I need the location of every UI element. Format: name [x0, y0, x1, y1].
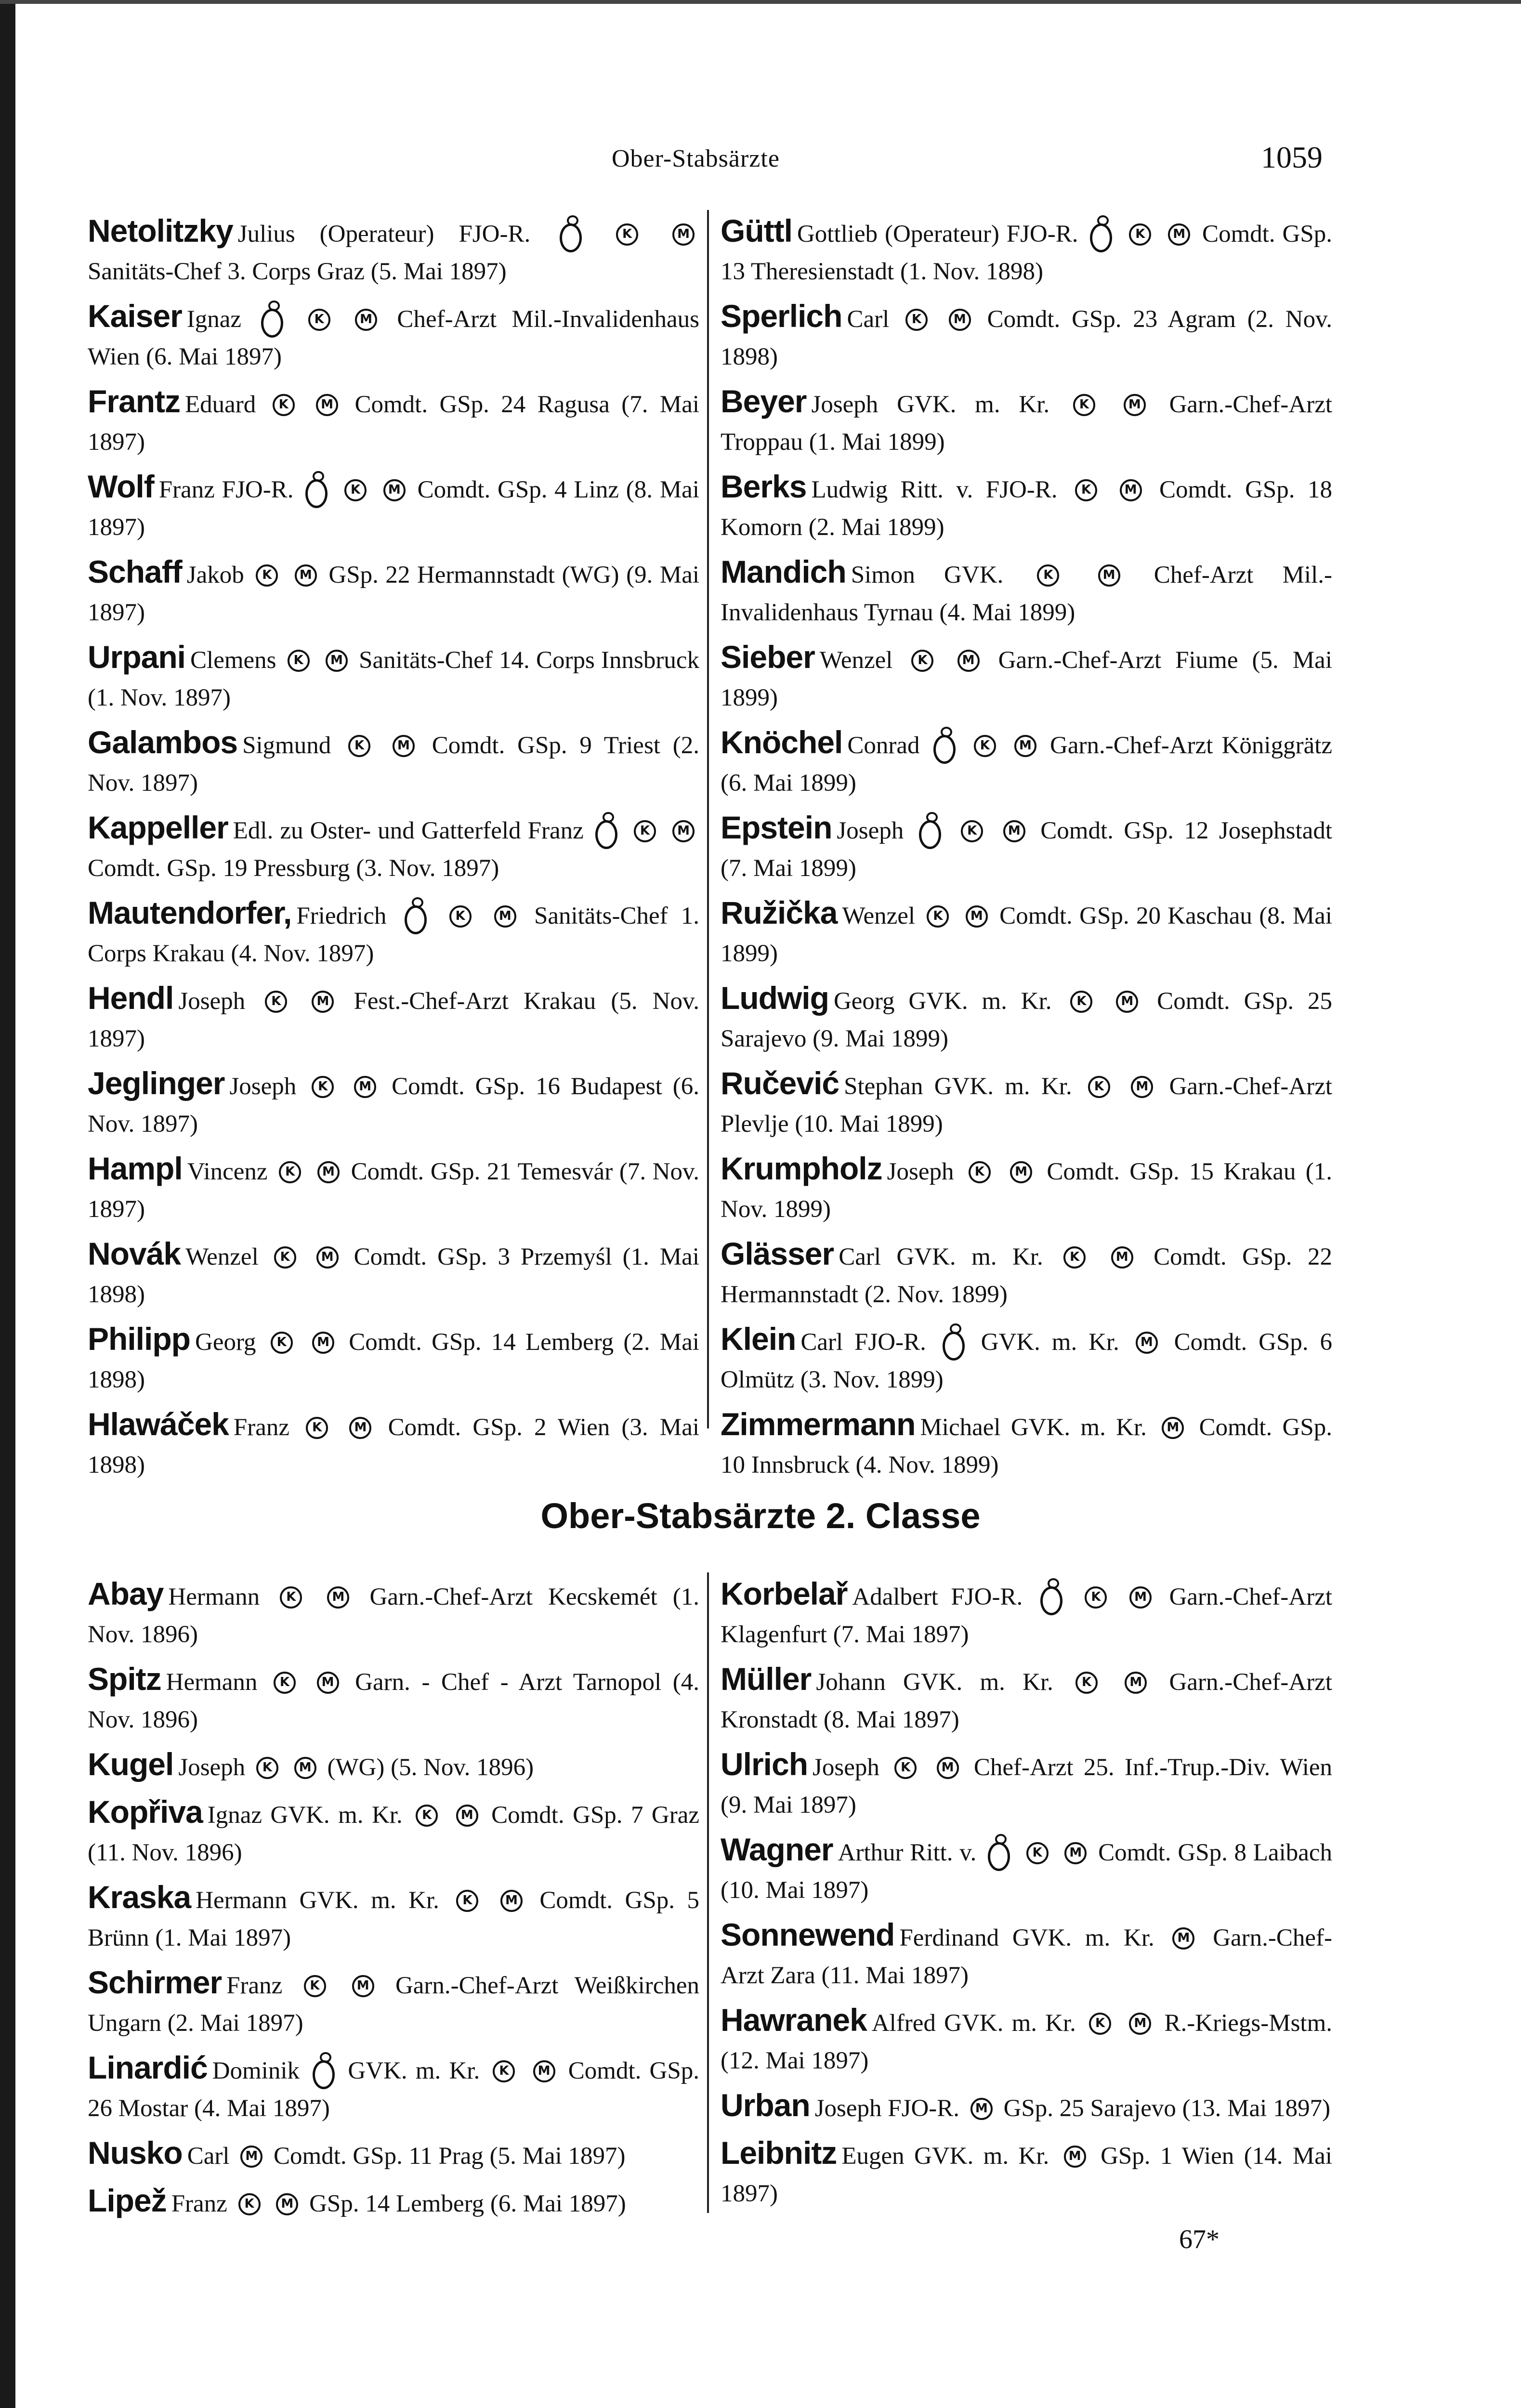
- m-medal-icon: [312, 991, 334, 1013]
- entry-details: Joseph K M Fest.-Chef-Arzt Krakau (5. Nov. 1897): [88, 988, 699, 1052]
- entry-surname: Hlawáček: [88, 1406, 229, 1442]
- m-medal-icon: [1064, 1842, 1087, 1864]
- entry-surname: Ručević: [721, 1065, 839, 1101]
- k-medal-icon: [265, 991, 287, 1013]
- k-medal-icon: [1070, 991, 1092, 1013]
- k-medal-icon: [416, 1805, 438, 1827]
- m-medal-icon: [312, 1332, 334, 1354]
- register-entry: [721, 894, 1332, 972]
- k-medal-icon: [1075, 1672, 1098, 1694]
- register-entry: [88, 212, 699, 290]
- register-entry: [88, 2049, 699, 2127]
- order-cross-icon: [405, 905, 427, 934]
- m-medal-icon: [1116, 991, 1138, 1013]
- order-cross-icon: [943, 1332, 965, 1361]
- column-rule: [707, 210, 709, 1428]
- m-medal-icon: [1111, 1246, 1133, 1269]
- k-medal-icon: [1088, 1076, 1110, 1098]
- m-medal-icon: [1064, 2146, 1086, 2168]
- entry-details: Franz K M GSp. 14 Lemberg (6. Mai 1897): [171, 2190, 626, 2217]
- page-number: 1059: [1261, 140, 1323, 174]
- m-medal-icon: [672, 820, 695, 842]
- k-medal-icon: [273, 394, 295, 416]
- register-entry: [88, 1963, 699, 2042]
- entry-surname: Linardić: [88, 2050, 208, 2085]
- entry-surname: Abay: [88, 1576, 164, 1611]
- m-medal-icon: [1120, 479, 1142, 501]
- k-medal-icon: [280, 1586, 302, 1609]
- m-medal-icon: [317, 1672, 339, 1694]
- m-medal-icon: [1014, 735, 1036, 757]
- m-medal-icon: [326, 650, 348, 672]
- m-medal-icon: [393, 735, 415, 757]
- m-medal-icon: [456, 1805, 478, 1827]
- register-entry: [721, 1660, 1332, 1739]
- entry-details: Joseph K M (WG) (5. Nov. 1896): [178, 1754, 534, 1781]
- order-cross-icon: [933, 735, 956, 764]
- m-medal-icon: [494, 905, 516, 928]
- k-medal-icon: [288, 650, 310, 672]
- m-medal-icon: [1129, 1586, 1152, 1609]
- entry-surname: Netolitzky: [88, 213, 233, 249]
- register-entry: [721, 2086, 1332, 2127]
- order-cross-icon: [595, 820, 617, 849]
- entry-details: Arthur Ritt. v. K M Comdt. GSp. 8 Laibach (10. Mai 1897): [721, 1839, 1332, 1904]
- entry-surname: Wolf: [88, 469, 154, 504]
- order-cross-icon: [988, 1842, 1010, 1871]
- k-medal-icon: [274, 1246, 296, 1269]
- entry-surname: Ludwig: [721, 980, 829, 1016]
- entry-details: Johann GVK. m. Kr. K M Garn.-Chef-Arzt Kronstadt (8. Mai 1897): [721, 1669, 1332, 1733]
- register-entry: [88, 1235, 699, 1313]
- entry-surname: Ulrich: [721, 1746, 808, 1782]
- m-medal-icon: [1131, 1076, 1153, 1098]
- entry-details: Joseph GVK. m. Kr. K M Garn.-Chef-Arzt Troppau (1. Mai 1899): [721, 391, 1332, 456]
- entry-details: Wenzel K M Comdt. GSp. 3 Przemyśl (1. Mai 1898): [88, 1243, 699, 1308]
- register-entry: [721, 1575, 1332, 1653]
- entry-surname: Novák: [88, 1236, 181, 1271]
- register-entry: [721, 2134, 1332, 2212]
- entry-surname: Epstein: [721, 810, 832, 845]
- k-medal-icon: [634, 820, 656, 842]
- entry-details: Gottlieb (Operateur) FJO-R. K M Comdt. GSp. 13 Theresienstadt (1. Nov. 1898): [721, 221, 1332, 285]
- m-medal-icon: [349, 1417, 371, 1439]
- k-medal-icon: [905, 309, 928, 331]
- entry-surname: Güttl: [721, 213, 792, 249]
- k-medal-icon: [974, 735, 996, 757]
- entry-surname: Jeglinger: [88, 1065, 225, 1101]
- m-medal-icon: [949, 309, 971, 331]
- entry-details: Conrad K M Garn.-Chef-Arzt Königgrätz (6. Mai 1899): [721, 732, 1332, 797]
- entry-details: Eduard K M Comdt. GSp. 24 Ragusa (7. Mai 1897): [88, 391, 699, 456]
- order-cross-icon: [313, 2060, 335, 2089]
- entry-details: Vincenz K M Comdt. GSp. 21 Temesvár (7. Nov. 1897): [88, 1158, 699, 1223]
- entry-surname: Kraska: [88, 1879, 191, 1915]
- register-entry: [88, 553, 699, 631]
- register-entry: [88, 1320, 699, 1399]
- k-medal-icon: [961, 820, 983, 842]
- scan-edge-top: [0, 0, 1521, 4]
- entry-surname: Nusko: [88, 2135, 183, 2171]
- register-entry: [88, 2182, 699, 2223]
- k-medal-icon: [271, 1332, 293, 1354]
- entry-details: Franz K M Garn.-Chef-Arzt Weißkirchen Ungarn (2. Mai 1897): [88, 1972, 699, 2037]
- order-cross-icon: [560, 223, 582, 252]
- entry-surname: Mautendorfer,: [88, 895, 292, 930]
- m-medal-icon: [1172, 1927, 1194, 1950]
- entry-details: Franz FJO-R. K M Comdt. GSp. 4 Linz (8. Mai 1897): [88, 476, 699, 541]
- entry-details: Adalbert FJO-R. K M Garn.-Chef-Arzt Klagenfurt (7. Mai 1897): [721, 1584, 1332, 1648]
- entry-surname: Galambos: [88, 724, 238, 760]
- register-entry: [721, 468, 1332, 546]
- m-medal-icon: [352, 1975, 374, 1997]
- entry-surname: Urpani: [88, 639, 186, 675]
- k-medal-icon: [274, 1672, 296, 1694]
- register-entry: [88, 809, 699, 887]
- entry-surname: Lipež: [88, 2183, 167, 2218]
- order-cross-icon: [1090, 223, 1112, 252]
- entry-surname: Krumpholz: [721, 1151, 882, 1186]
- register-entry: [88, 1878, 699, 1957]
- entry-details: Carl GVK. m. Kr. K M Comdt. GSp. 22 Hermannstadt (2. Nov. 1899): [721, 1243, 1332, 1308]
- entry-details: Hermann GVK. m. Kr. K M Comdt. GSp. 5 Brünn (1. Mai 1897): [88, 1887, 699, 1951]
- register-entry: [88, 468, 699, 546]
- k-medal-icon: [256, 564, 278, 587]
- m-medal-icon: [500, 1890, 523, 1912]
- entry-details: Michael GVK. m. Kr. M Comdt. GSp. 10 Innsbruck (4. Nov. 1899): [721, 1414, 1332, 1479]
- entry-surname: Zimmermann: [721, 1406, 916, 1442]
- section1-right-column: [721, 212, 1332, 1491]
- entry-surname: Schirmer: [88, 1964, 222, 2000]
- entry-details: Joseph K M Comdt. GSp. 15 Krakau (1. Nov. 1899): [721, 1158, 1332, 1223]
- m-medal-icon: [966, 905, 988, 928]
- signature-mark: 67*: [1179, 2225, 1219, 2254]
- entry-surname: Frantz: [88, 383, 180, 419]
- m-medal-icon: [1136, 1332, 1158, 1354]
- entry-details: Simon GVK. K M Chef-Arzt Mil.-Invalidenhaus Tyrnau (4. Mai 1899): [721, 562, 1332, 626]
- k-medal-icon: [308, 309, 330, 331]
- entry-details: Joseph K M Comdt. GSp. 12 Josephstadt (7. Mai 1899): [721, 817, 1332, 882]
- m-medal-icon: [1162, 1417, 1184, 1439]
- entry-surname: Sperlich: [721, 298, 842, 334]
- m-medal-icon: [937, 1757, 959, 1779]
- m-medal-icon: [533, 2060, 555, 2082]
- register-entry: [721, 1405, 1332, 1484]
- section-title: Ober-Stabsärzte 2. Classe: [540, 1496, 981, 1536]
- section1-left-column: [88, 212, 699, 1491]
- running-head: Ober-Stabsärzte: [612, 145, 780, 172]
- m-medal-icon: [294, 1757, 316, 1779]
- entry-details: Clemens K M Sanitäts-Chef 14. Corps Innsbruck (1. Nov. 1897): [88, 647, 699, 711]
- register-entry: [721, 382, 1332, 461]
- entry-details: Sigmund K M Comdt. GSp. 9 Triest (2. Nov. 1897): [88, 732, 699, 797]
- k-medal-icon: [449, 905, 472, 928]
- entry-details: Hermann K M Garn.-Chef-Arzt Kecskemét (1. Nov. 1896): [88, 1584, 699, 1648]
- register-entry: [721, 1235, 1332, 1313]
- order-cross-icon: [1040, 1586, 1062, 1615]
- k-medal-icon: [456, 1890, 478, 1912]
- register-entry: [88, 1793, 699, 1871]
- section2-right-column: [721, 1575, 1332, 2219]
- k-medal-icon: [256, 1757, 278, 1779]
- k-medal-icon: [1129, 223, 1151, 246]
- m-medal-icon: [970, 2098, 993, 2120]
- entry-details: Carl K M Comdt. GSp. 23 Agram (2. Nov. 1898): [721, 306, 1332, 370]
- register-entry: [88, 979, 699, 1058]
- entry-surname: Kopřiva: [88, 1794, 203, 1830]
- register-entry: [721, 723, 1332, 802]
- entry-details: Georg GVK. m. Kr. K M Comdt. GSp. 25 Sarajevo (9. Mai 1899): [721, 988, 1332, 1052]
- k-medal-icon: [344, 479, 367, 501]
- m-medal-icon: [383, 479, 406, 501]
- register-entry: [721, 1064, 1332, 1143]
- register-entry: [88, 723, 699, 802]
- entry-surname: Wagner: [721, 1832, 833, 1867]
- register-entry: [88, 894, 699, 972]
- k-medal-icon: [306, 1417, 328, 1439]
- register-entry: [721, 297, 1332, 376]
- m-medal-icon: [1003, 820, 1025, 842]
- column-rule: [707, 1572, 709, 2213]
- m-medal-icon: [672, 223, 695, 246]
- entry-details: Ignaz GVK. m. Kr. K M Comdt. GSp. 7 Graz (11. Nov. 1896): [88, 1802, 699, 1866]
- entry-details: Jakob K M GSp. 22 Hermannstadt (WG) (9. Mai 1897): [88, 562, 699, 626]
- register-entry: [721, 553, 1332, 631]
- register-entry: [88, 1405, 699, 1484]
- m-medal-icon: [316, 1246, 339, 1269]
- entry-surname: Glässer: [721, 1236, 834, 1271]
- entry-details: Hermann K M Garn. - Chef - Arzt Tarnopol (4. Nov. 1896): [88, 1669, 699, 1733]
- order-cross-icon: [305, 479, 328, 508]
- m-medal-icon: [355, 309, 377, 331]
- entry-surname: Schaff: [88, 554, 182, 589]
- entry-surname: Korbelař: [721, 1576, 848, 1611]
- entry-surname: Hawranek: [721, 2002, 867, 2038]
- entry-details: Stephan GVK. m. Kr. K M Garn.-Chef-Arzt Plevlje (10. Mai 1899): [721, 1073, 1332, 1138]
- register-entry: [88, 1064, 699, 1143]
- entry-details: Carl FJO-R. GVK. m. Kr. M Comdt. GSp. 6 Olmütz (3. Nov. 1899): [721, 1329, 1332, 1393]
- entry-details: Ferdinand GVK. m. Kr. M Garn.-Chef-Arzt Zara (11. Mai 1897): [721, 1924, 1332, 1989]
- k-medal-icon: [238, 2193, 261, 2215]
- k-medal-icon: [1063, 1246, 1086, 1269]
- entry-surname: Urban: [721, 2087, 810, 2123]
- scan-edge-left: [0, 0, 15, 2408]
- entry-details: Eugen GVK. m. Kr. M GSp. 1 Wien (14. Mai 1897): [721, 2143, 1332, 2207]
- m-medal-icon: [1125, 1672, 1147, 1694]
- entry-details: Franz K M Comdt. GSp. 2 Wien (3. Mai 1898): [88, 1414, 699, 1479]
- entry-surname: Sieber: [721, 639, 815, 675]
- register-entry: [88, 382, 699, 461]
- register-entry: [721, 1320, 1332, 1399]
- k-medal-icon: [911, 650, 933, 672]
- m-medal-icon: [1098, 564, 1120, 587]
- register-entry: [88, 1660, 699, 1739]
- k-medal-icon: [304, 1975, 326, 1997]
- entry-surname: Kaiser: [88, 298, 182, 334]
- entry-surname: Berks: [721, 469, 807, 504]
- k-medal-icon: [279, 1161, 301, 1183]
- order-cross-icon: [261, 309, 283, 338]
- entry-details: Wenzel K M Comdt. GSp. 20 Kaschau (8. Mai 1899): [721, 903, 1332, 967]
- order-cross-icon: [919, 820, 941, 849]
- m-medal-icon: [1129, 2013, 1151, 2035]
- section2-left-column: [88, 1575, 699, 2229]
- m-medal-icon: [316, 394, 338, 416]
- entry-surname: Kugel: [88, 1746, 174, 1782]
- entry-surname: Spitz: [88, 1661, 161, 1697]
- register-entry: [88, 1150, 699, 1228]
- k-medal-icon: [894, 1757, 917, 1779]
- register-entry: [721, 1831, 1332, 1909]
- entry-surname: Mandich: [721, 554, 846, 589]
- k-medal-icon: [1075, 479, 1097, 501]
- entry-surname: Beyer: [721, 383, 807, 419]
- register-entry: [721, 1916, 1332, 1994]
- entry-surname: Hendl: [88, 980, 174, 1016]
- m-medal-icon: [295, 564, 317, 587]
- k-medal-icon: [1026, 1842, 1049, 1864]
- k-medal-icon: [1037, 564, 1059, 587]
- entry-details: Wenzel K M Garn.-Chef-Arzt Fiume (5. Mai 1899): [721, 647, 1332, 711]
- register-entry: [721, 1150, 1332, 1228]
- k-medal-icon: [969, 1161, 991, 1183]
- register-entry: [88, 2134, 699, 2175]
- entry-details: Joseph K M Chef-Arzt 25. Inf.-Trup.-Div. Wien (9. Mai 1897): [721, 1754, 1332, 1819]
- entry-details: Friedrich K M Sanitäts-Chef 1. Corps Krakau (4. Nov. 1897): [88, 903, 699, 967]
- m-medal-icon: [1124, 394, 1146, 416]
- register-entry: [88, 638, 699, 717]
- entry-details: Georg K M Comdt. GSp. 14 Lemberg (2. Mai 1898): [88, 1329, 699, 1393]
- k-medal-icon: [1089, 2013, 1111, 2035]
- register-entry: [721, 809, 1332, 887]
- entry-surname: Knöchel: [721, 724, 843, 760]
- k-medal-icon: [1085, 1586, 1107, 1609]
- register-entry: [88, 297, 699, 376]
- entry-details: Ludwig Ritt. v. FJO-R. K M Comdt. GSp. 18 Komorn (2. Mai 1899): [721, 476, 1332, 541]
- entry-details: Dominik GVK. m. Kr. K M Comdt. GSp. 26 Mostar (4. Mai 1897): [88, 2057, 699, 2122]
- entry-details: Joseph FJO-R. M GSp. 25 Sarajevo (13. Mai 1897): [815, 2095, 1330, 2122]
- entry-details: Carl M Comdt. GSp. 11 Prag (5. Mai 1897): [187, 2143, 626, 2170]
- entry-surname: Müller: [721, 1661, 812, 1697]
- register-entry: [721, 979, 1332, 1058]
- entry-surname: Ružička: [721, 895, 838, 930]
- m-medal-icon: [354, 1076, 376, 1098]
- register-entry: [88, 1745, 699, 1786]
- entry-details: Julius (Operateur) FJO-R. K M Sanitäts-Chef 3. Corps Graz (5. Mai 1897): [88, 221, 699, 285]
- entry-surname: Klein: [721, 1321, 796, 1357]
- k-medal-icon: [348, 735, 370, 757]
- m-medal-icon: [327, 1586, 349, 1609]
- m-medal-icon: [957, 650, 980, 672]
- entry-surname: Kappeller: [88, 810, 228, 845]
- register-entry: [721, 2001, 1332, 2080]
- m-medal-icon: [276, 2193, 298, 2215]
- entry-surname: Leibnitz: [721, 2135, 837, 2171]
- k-medal-icon: [927, 905, 949, 928]
- k-medal-icon: [616, 223, 638, 246]
- entry-surname: Hampl: [88, 1151, 183, 1186]
- entry-surname: Philipp: [88, 1321, 190, 1357]
- entry-details: Alfred GVK. m. Kr. K M R.-Kriegs-Mstm. (12. Mai 1897): [721, 2010, 1332, 2074]
- entry-details: Ignaz K M Chef-Arzt Mil.-Invalidenhaus Wien (6. Mai 1897): [88, 306, 699, 370]
- register-entry: [721, 1745, 1332, 1824]
- register-entry: [721, 212, 1332, 290]
- k-medal-icon: [1073, 394, 1095, 416]
- entry-details: Edl. zu Oster- und Gatterfeld Franz K M Comdt. GSp. 19 Pressburg (3. Nov. 1897): [88, 817, 699, 882]
- k-medal-icon: [312, 1076, 334, 1098]
- k-medal-icon: [493, 2060, 515, 2082]
- register-entry: [88, 1575, 699, 1653]
- m-medal-icon: [317, 1161, 340, 1183]
- m-medal-icon: [1168, 223, 1190, 246]
- m-medal-icon: [1010, 1161, 1032, 1183]
- m-medal-icon: [240, 2146, 262, 2168]
- register-entry: [721, 638, 1332, 717]
- entry-details: Joseph K M Comdt. GSp. 16 Budapest (6. Nov. 1897): [88, 1073, 699, 1138]
- entry-surname: Sonnewend: [721, 1917, 895, 1952]
